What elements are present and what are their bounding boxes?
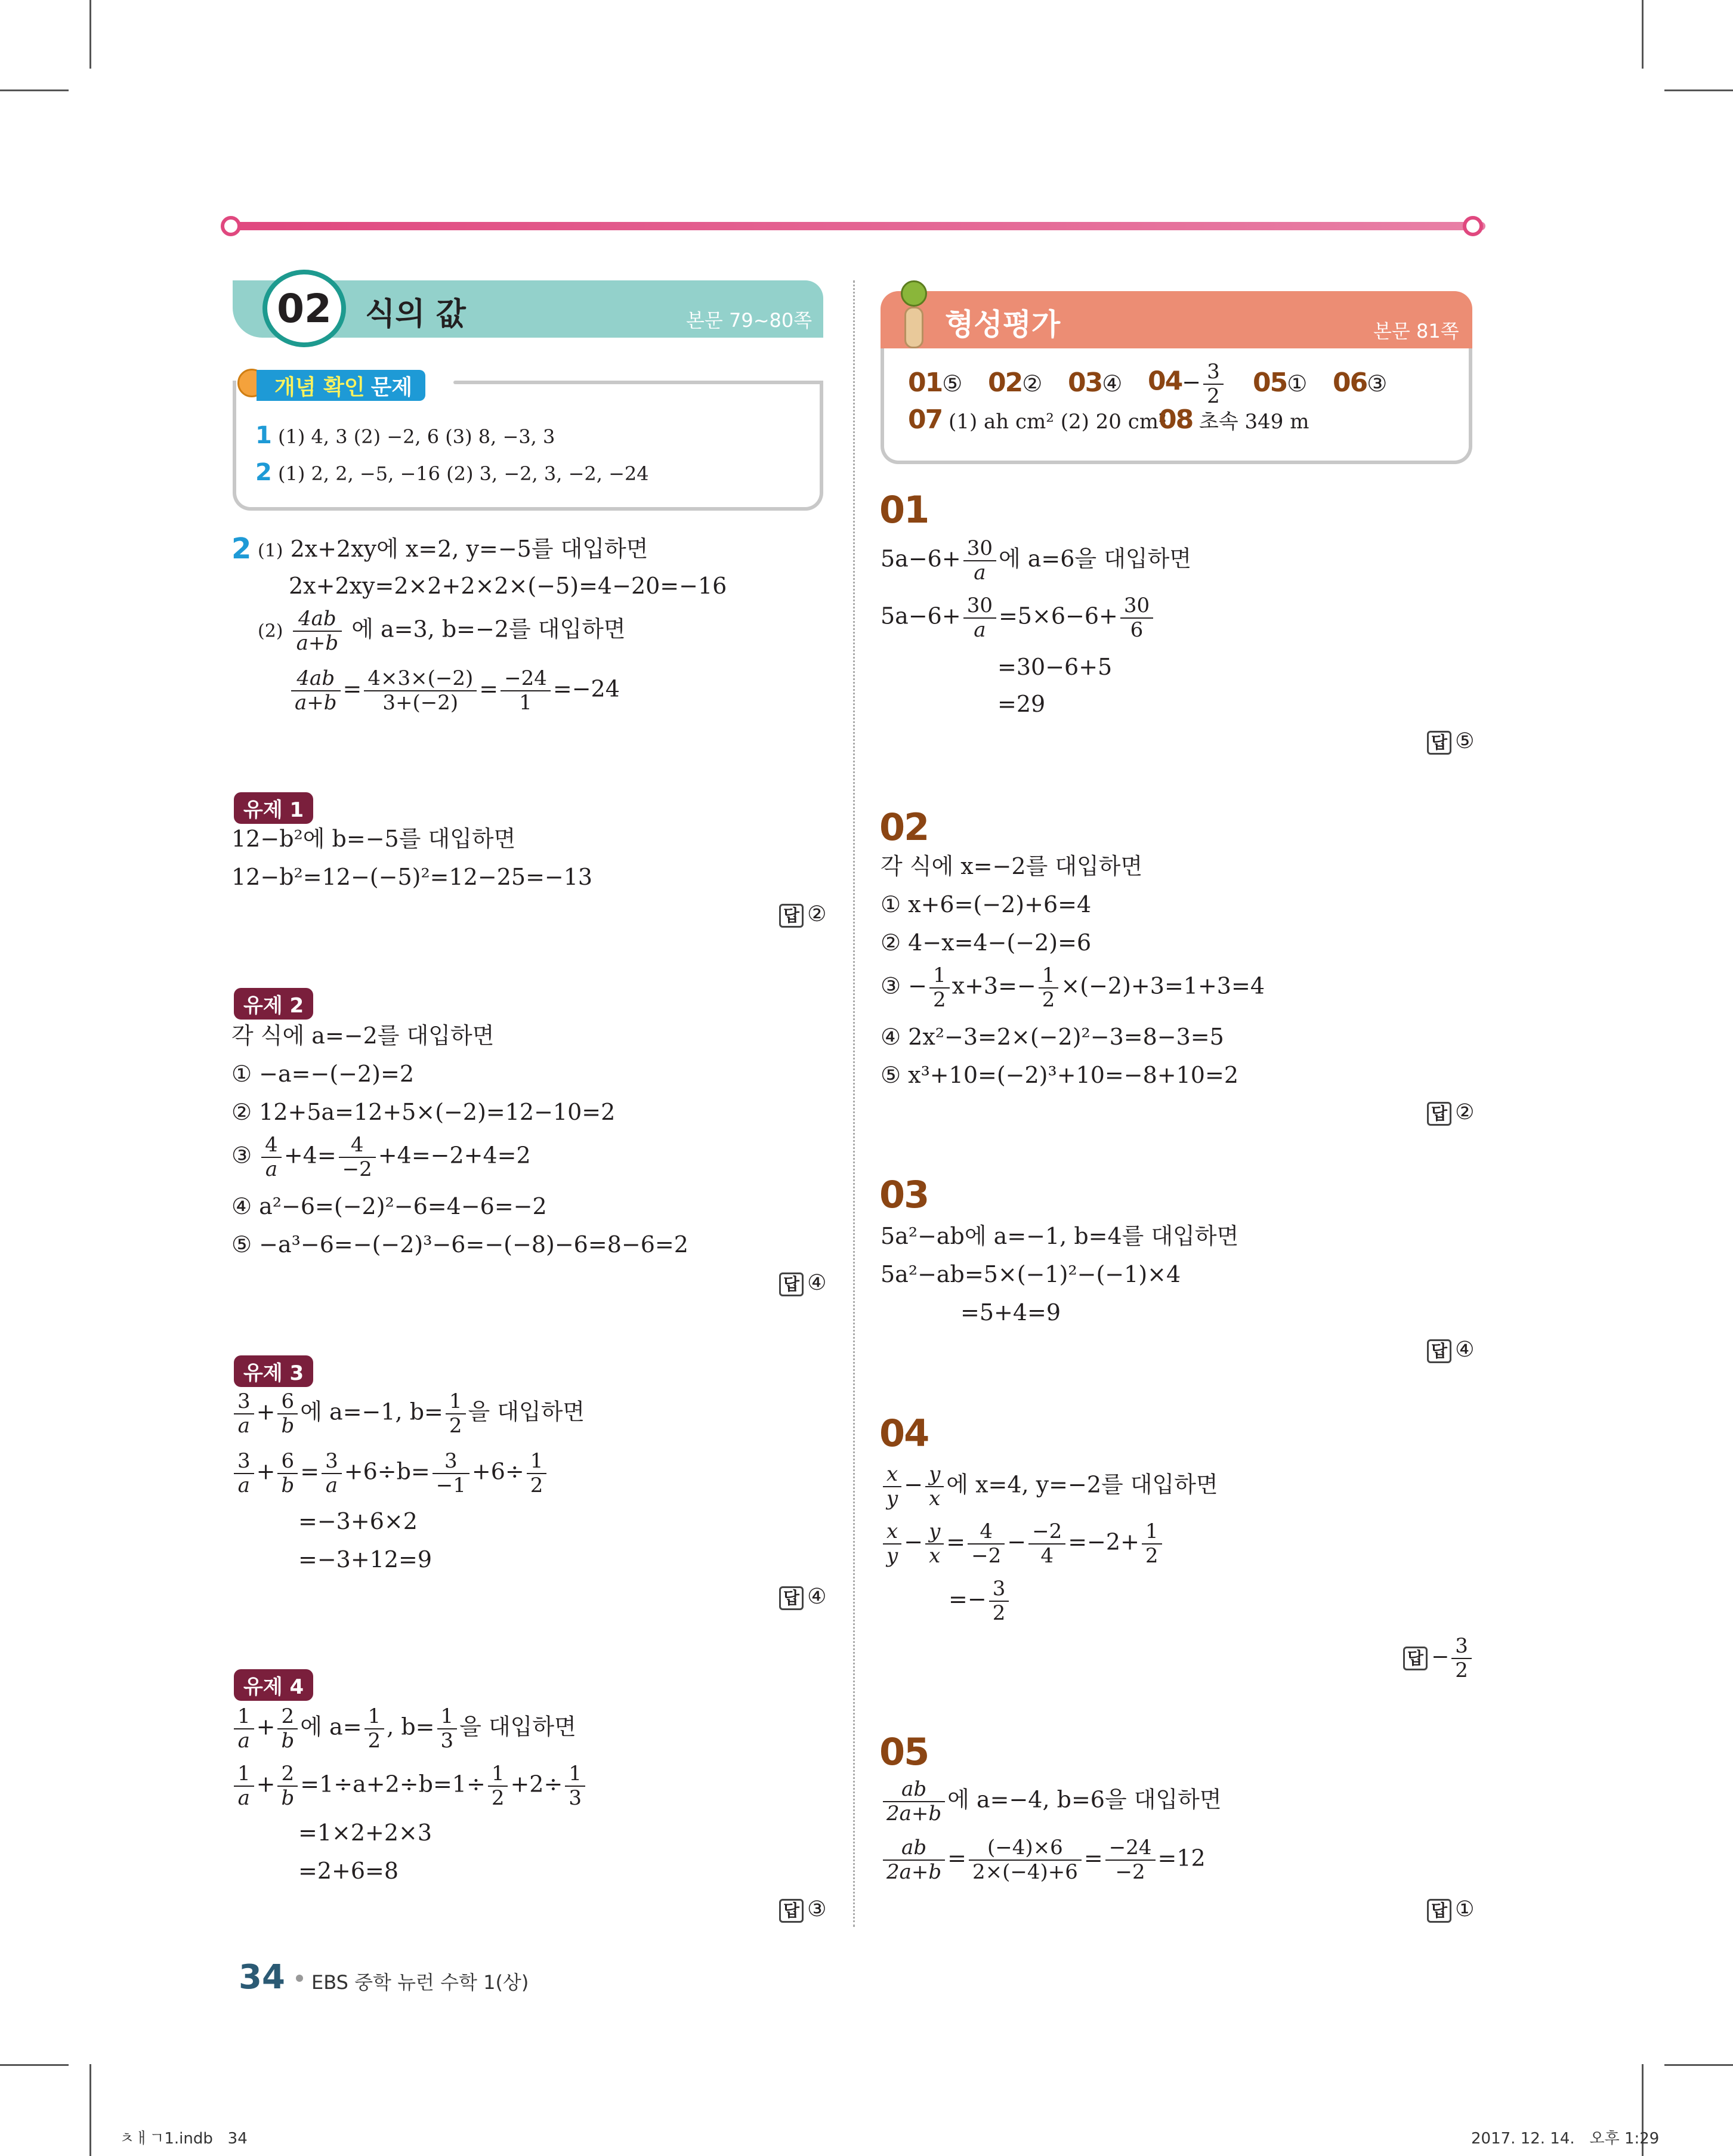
r02-l4-f1-num: 1	[929, 964, 950, 989]
yuje2-fa-num: 4	[261, 1133, 282, 1158]
r04-l2-f2-num: y	[925, 1520, 944, 1545]
yuje4-l1-f1-den: a	[237, 1729, 250, 1753]
r02-line6: ⑤ x³+10=(−2)³+10=−8+10=2	[881, 1062, 1239, 1088]
yuje2-line4-a: ③	[231, 1142, 252, 1169]
yuje3-l1-f1-den: a	[237, 1414, 250, 1438]
assess-08-num: 08	[1159, 404, 1193, 435]
r01-l2-f2-den: 6	[1130, 618, 1144, 643]
yuje1-answer-box: 답	[779, 904, 804, 928]
assess-04-ans: −	[1182, 369, 1201, 396]
yuje3-answer: ④	[807, 1584, 827, 1609]
yuje4-l2-f2-num: 2	[277, 1762, 298, 1787]
r05-l2-f2-num: (−4)×6	[969, 1836, 1082, 1861]
r04-l2-f1-num: x	[883, 1520, 901, 1545]
q2-part1-line1: 2x+2xy에 x=2, y=−5를 대입하면	[290, 536, 648, 562]
yuje4-l1-f2-num: 2	[277, 1705, 298, 1729]
r05-l2-end: =12	[1157, 1845, 1206, 1871]
concept-badge-rest: 문제	[370, 375, 413, 400]
r01-l1-f-num: 30	[963, 537, 996, 561]
yuje2-line4-b: +4=	[283, 1142, 336, 1169]
r02-answer-box: 답	[1427, 1102, 1451, 1126]
r04-l1-f1-den: y	[886, 1487, 898, 1511]
column-divider	[853, 280, 855, 1927]
yuje3-l1-f3-den: 2	[449, 1414, 462, 1438]
r05-l2-f2-den: 2×(−4)+6	[972, 1860, 1078, 1885]
r04-l2-f1-den: y	[886, 1544, 898, 1568]
r04-number: 04	[879, 1411, 929, 1455]
r05-l2-f1-num: ab	[883, 1836, 945, 1861]
r01-l2-a: 5a−6+	[881, 603, 961, 629]
yuje4-l1-f3-den: 2	[367, 1729, 381, 1753]
r05-l2-f1-den: 2a+b	[886, 1860, 942, 1885]
r04-l2-f5-num: 1	[1142, 1520, 1162, 1545]
q2-part1-label: (1)	[258, 540, 283, 561]
assess-01-num: 01	[908, 367, 943, 398]
r02-l4-a: ③ −	[881, 972, 927, 999]
yuje4-l2-f1-den: a	[237, 1786, 250, 1811]
r04-l2-end: =−2+	[1068, 1528, 1139, 1555]
q2-frac3-num: 4×3×(−2)	[364, 667, 477, 691]
r04-answer-frac-den: 2	[1455, 1658, 1468, 1683]
r02-line1: 각 식에 x=−2를 대입하면	[881, 853, 1143, 879]
page-number: 34	[239, 1958, 285, 1997]
assess-02-ans: ②	[1022, 370, 1043, 397]
yuje2-line6: ⑤ −a³−6=−(−2)³−6=−(−8)−6=8−6=2	[231, 1231, 688, 1258]
yuje3-line3: =−3+6×2	[298, 1508, 418, 1534]
yuje2-line3: ② 12+5a=12+5×(−2)=12−10=2	[231, 1099, 616, 1125]
r05-answer: ①	[1455, 1897, 1475, 1922]
yuje3-l2-f3-den: a	[325, 1474, 338, 1498]
r01-answer: ⑤	[1455, 729, 1475, 753]
yuje4-line3: =1×2+2×3	[298, 1820, 433, 1846]
yuje3-l2-f1-num: 3	[234, 1450, 254, 1474]
concept-row1: (1) 4, 3 (2) −2, 6 (3) 8, −3, 3	[278, 425, 555, 448]
yuje3-l2-f2-num: 6	[277, 1450, 298, 1474]
r04-l2-mid: =	[946, 1528, 966, 1555]
r01-answer-box: 답	[1427, 731, 1451, 755]
yuje4-line4: =2+6=8	[298, 1858, 399, 1884]
yuje3-label: 유제 3	[234, 1355, 313, 1387]
yuje3-l1-text: 에 a=−1, b=	[300, 1398, 443, 1425]
yuje3-l2-f1-den: a	[237, 1474, 250, 1498]
character-icon	[895, 280, 933, 352]
q2-result: =−24	[552, 675, 620, 702]
yuje1-line2: 12−b²=12−(−5)²=12−25=−13	[231, 864, 593, 890]
r01-line4: =29	[997, 691, 1046, 717]
yuje3-l2-mid: +6÷b=	[344, 1458, 430, 1485]
assess-03-num: 03	[1068, 367, 1102, 398]
yuje2-label: 유제 2	[234, 988, 313, 1020]
yuje4-l1-f1-num: 1	[234, 1705, 254, 1729]
yuje4-l1-f4-den: 3	[440, 1729, 454, 1753]
yuje2-answer-box: 답	[779, 1272, 804, 1296]
r03-line2: 5a²−ab=5×(−1)²−(−1)×4	[881, 1261, 1181, 1287]
assess-04-frac-den: 2	[1207, 384, 1220, 409]
r02-line3: ② 4−x=4−(−2)=6	[881, 929, 1092, 956]
r03-answer: ④	[1455, 1338, 1475, 1362]
r04-answer: −	[1431, 1645, 1450, 1670]
r02-l4-f2-num: 1	[1039, 964, 1059, 989]
assess-06-num: 06	[1333, 367, 1367, 398]
r03-line3: =5+4=9	[960, 1299, 1061, 1326]
q2-part2-label: (2)	[258, 620, 283, 642]
yuje3-line4: =−3+12=9	[298, 1546, 433, 1573]
q2-frac2-den: a+b	[295, 691, 337, 715]
section-page-ref: 본문 79~80쪽	[686, 309, 813, 332]
yuje2-fb-den: −2	[342, 1157, 372, 1182]
yuje1-label: 유제 1	[234, 792, 313, 824]
r02-number: 02	[879, 805, 929, 849]
r04-l2-f5-den: 2	[1145, 1544, 1159, 1568]
assessment-page-ref: 본문 81쪽	[1373, 320, 1459, 342]
r04-l3: =−	[949, 1586, 987, 1613]
r04-answer-box: 답	[1403, 1647, 1428, 1670]
assess-08-ans: 초속 349 m	[1199, 410, 1309, 434]
q2-part2-text: 에 a=3, b=−2를 대입하면	[351, 616, 626, 643]
section-title: 식의 값	[365, 296, 466, 332]
yuje3-l1-f1-num: 3	[234, 1390, 254, 1414]
q2-part1-line2: 2x+2xy=2×2+2×2×(−5)=4−20=−16	[289, 573, 727, 599]
concept-badge	[257, 370, 425, 401]
q2-frac-den: a+b	[296, 631, 339, 656]
r02-line2: ① x+6=(−2)+6=4	[881, 891, 1092, 918]
r04-l2-f2-den: x	[929, 1544, 941, 1568]
yuje3-l2-f4-den: −1	[435, 1474, 466, 1498]
yuje4-l1-f4-num: 1	[437, 1705, 458, 1729]
r01-l2-b: =5×6−6+	[998, 603, 1118, 629]
section-number: 02	[277, 285, 332, 332]
yuje4-l1-text: 에 a=	[300, 1713, 362, 1740]
r02-l4-f1-den: 2	[933, 988, 946, 1012]
r04-l2-f3-den: −2	[971, 1544, 1002, 1568]
r03-answer-box: 답	[1427, 1339, 1451, 1363]
yuje3-l2-f5-den: 2	[530, 1474, 543, 1498]
q2-frac-num: 4ab	[293, 607, 342, 632]
r05-answer-box: 답	[1427, 1899, 1451, 1923]
r01-l1-f-den: a	[974, 561, 986, 585]
r05-l2-f3-num: −24	[1105, 1836, 1156, 1861]
r04-l1-f2-num: y	[925, 1463, 944, 1487]
r04-l3-f-den: 2	[992, 1601, 1006, 1626]
assess-06-ans: ③	[1367, 370, 1388, 397]
r01-number: 01	[879, 488, 929, 532]
r01-l1-a: 5a−6+	[881, 545, 961, 572]
yuje4-l2-text: =1÷a+2÷b=1÷	[300, 1771, 486, 1797]
yuje2-line1: 각 식에 a=−2를 대입하면	[231, 1023, 495, 1049]
yuje3-l1-f3-num: 1	[446, 1390, 466, 1414]
assess-04-num: 04	[1148, 366, 1182, 397]
r02-line5: ④ 2x²−3=2×(−2)²−3=8−3=5	[881, 1024, 1224, 1050]
r01-line3: =30−6+5	[997, 654, 1113, 680]
r04-l1-f2-den: x	[929, 1487, 941, 1511]
yuje3-l2-f5-num: 1	[527, 1450, 547, 1474]
r04-l2-f3-num: 4	[968, 1520, 1005, 1545]
r05-l2-f3-den: −2	[1115, 1860, 1145, 1885]
yuje1-answer: ②	[807, 902, 827, 926]
r04-l1-f1-num: x	[883, 1463, 901, 1487]
yuje4-l2-f4-den: 3	[569, 1786, 582, 1811]
r01-l2-f2-num: 30	[1120, 594, 1153, 619]
assess-01-ans: ⑤	[942, 370, 963, 397]
yuje2-answer: ④	[807, 1271, 827, 1295]
header-bar	[227, 222, 1485, 230]
r04-l2-f4-num: −2	[1028, 1520, 1065, 1545]
assess-04-frac-num: 3	[1203, 360, 1224, 385]
assess-03-ans: ④	[1102, 370, 1123, 397]
yuje3-l1-f2-num: 6	[277, 1390, 298, 1414]
yuje4-answer: ③	[807, 1897, 827, 1922]
yuje4-l2-f4-num: 1	[565, 1762, 585, 1787]
r04-l1-text: 에 x=4, y=−2를 대입하면	[946, 1471, 1218, 1498]
r04-l3-f-num: 3	[989, 1577, 1009, 1602]
yuje4-l1-mid: , b=	[387, 1713, 435, 1740]
yuje3-l2-f4-num: 3	[433, 1450, 469, 1474]
yuje4-answer-box: 답	[779, 1899, 804, 1923]
assessment-title: 형성평가	[945, 307, 1061, 342]
r03-number: 03	[879, 1173, 929, 1216]
yuje2-fb-num: 4	[339, 1133, 376, 1158]
q2-frac4-den: 1	[519, 691, 532, 715]
q2-number: 2	[231, 532, 252, 566]
yuje2-line5: ④ a²−6=(−2)²−6=4−6=−2	[231, 1193, 547, 1219]
yuje3-l2-f2-den: b	[281, 1474, 295, 1498]
print-date: 2017. 12. 14. 오후 1:29	[1471, 2130, 1660, 2148]
yuje4-l2-f2-den: b	[281, 1786, 295, 1811]
header-bar-dot-right	[1463, 216, 1483, 236]
yuje4-l2-mid: +2÷	[510, 1771, 563, 1797]
yuje2-line4-c: +4=−2+4=2	[378, 1142, 531, 1169]
r05-number: 05	[879, 1730, 929, 1774]
r05-l1-f-den: 2a+b	[886, 1802, 942, 1826]
r04-l2-f4-den: 4	[1040, 1544, 1054, 1568]
yuje3-l1-end: 을 대입하면	[468, 1398, 585, 1425]
q2-frac3-den: 3+(−2)	[382, 691, 459, 715]
yuje4-l1-f2-den: b	[281, 1729, 295, 1753]
assess-05-ans: ①	[1287, 370, 1308, 397]
yuje2-line2: ① −a=−(−2)=2	[231, 1061, 415, 1087]
q2-frac4-num: −24	[501, 667, 551, 691]
r02-answer: ②	[1455, 1100, 1475, 1125]
header-bar-dot-left	[221, 216, 241, 236]
assess-02-num: 02	[988, 367, 1022, 398]
r04-answer-frac-num: 3	[1451, 1635, 1472, 1659]
yuje3-l1-f2-den: b	[281, 1414, 295, 1438]
q2-frac2-num: 4ab	[291, 667, 341, 691]
assess-05-num: 05	[1253, 367, 1287, 398]
concept-row1-num: 1	[255, 422, 272, 449]
yuje4-l2-f3-num: 1	[488, 1762, 508, 1787]
yuje3-answer-box: 답	[779, 1586, 804, 1610]
yuje4-l2-f3-den: 2	[491, 1786, 505, 1811]
yuje4-label: 유제 4	[234, 1669, 313, 1701]
yuje3-l2-end: +6÷	[471, 1458, 524, 1485]
assess-07-ans: (1) ah cm² (2) 20 cm²	[949, 410, 1167, 434]
section-number-badge	[262, 270, 346, 347]
r02-l4-c: ×(−2)+3=1+3=4	[1061, 972, 1265, 999]
file-info: ㅊㅐㄱ1.indb 34	[119, 2130, 248, 2148]
book-title: EBS 중학 뉴런 수학 1(상)	[311, 1971, 529, 1994]
yuje4-l1-f3-num: 1	[364, 1705, 385, 1729]
r05-l1-text: 에 a=−4, b=6을 대입하면	[947, 1786, 1222, 1813]
yuje3-l2-f3-num: 3	[322, 1450, 342, 1474]
r01-l2-f1-den: a	[974, 618, 986, 643]
concept-row2-num: 2	[255, 459, 272, 486]
r02-l4-b: x+3=−	[952, 972, 1036, 999]
concept-row2: (1) 2, 2, −5, −16 (2) 3, −2, 3, −2, −24	[278, 462, 649, 485]
r03-line1: 5a²−ab에 a=−1, b=4를 대입하면	[881, 1223, 1239, 1249]
concept-badge-highlight: 개념 확인	[274, 375, 365, 400]
r01-l1-b: 에 a=6을 대입하면	[998, 545, 1192, 572]
r02-l4-f2-den: 2	[1042, 988, 1055, 1012]
yuje4-l2-f1-num: 1	[234, 1762, 254, 1787]
assess-07-num: 07	[908, 404, 943, 435]
yuje1-line1: 12−b²에 b=−5를 대입하면	[231, 826, 516, 852]
r01-l2-f1-num: 30	[963, 594, 996, 619]
footer-dot	[296, 1975, 303, 1982]
yuje4-l1-end: 을 대입하면	[459, 1713, 576, 1740]
r05-l1-f-num: ab	[883, 1778, 945, 1802]
concept-box-topline	[453, 381, 823, 384]
yuje2-fa-den: a	[265, 1157, 278, 1182]
